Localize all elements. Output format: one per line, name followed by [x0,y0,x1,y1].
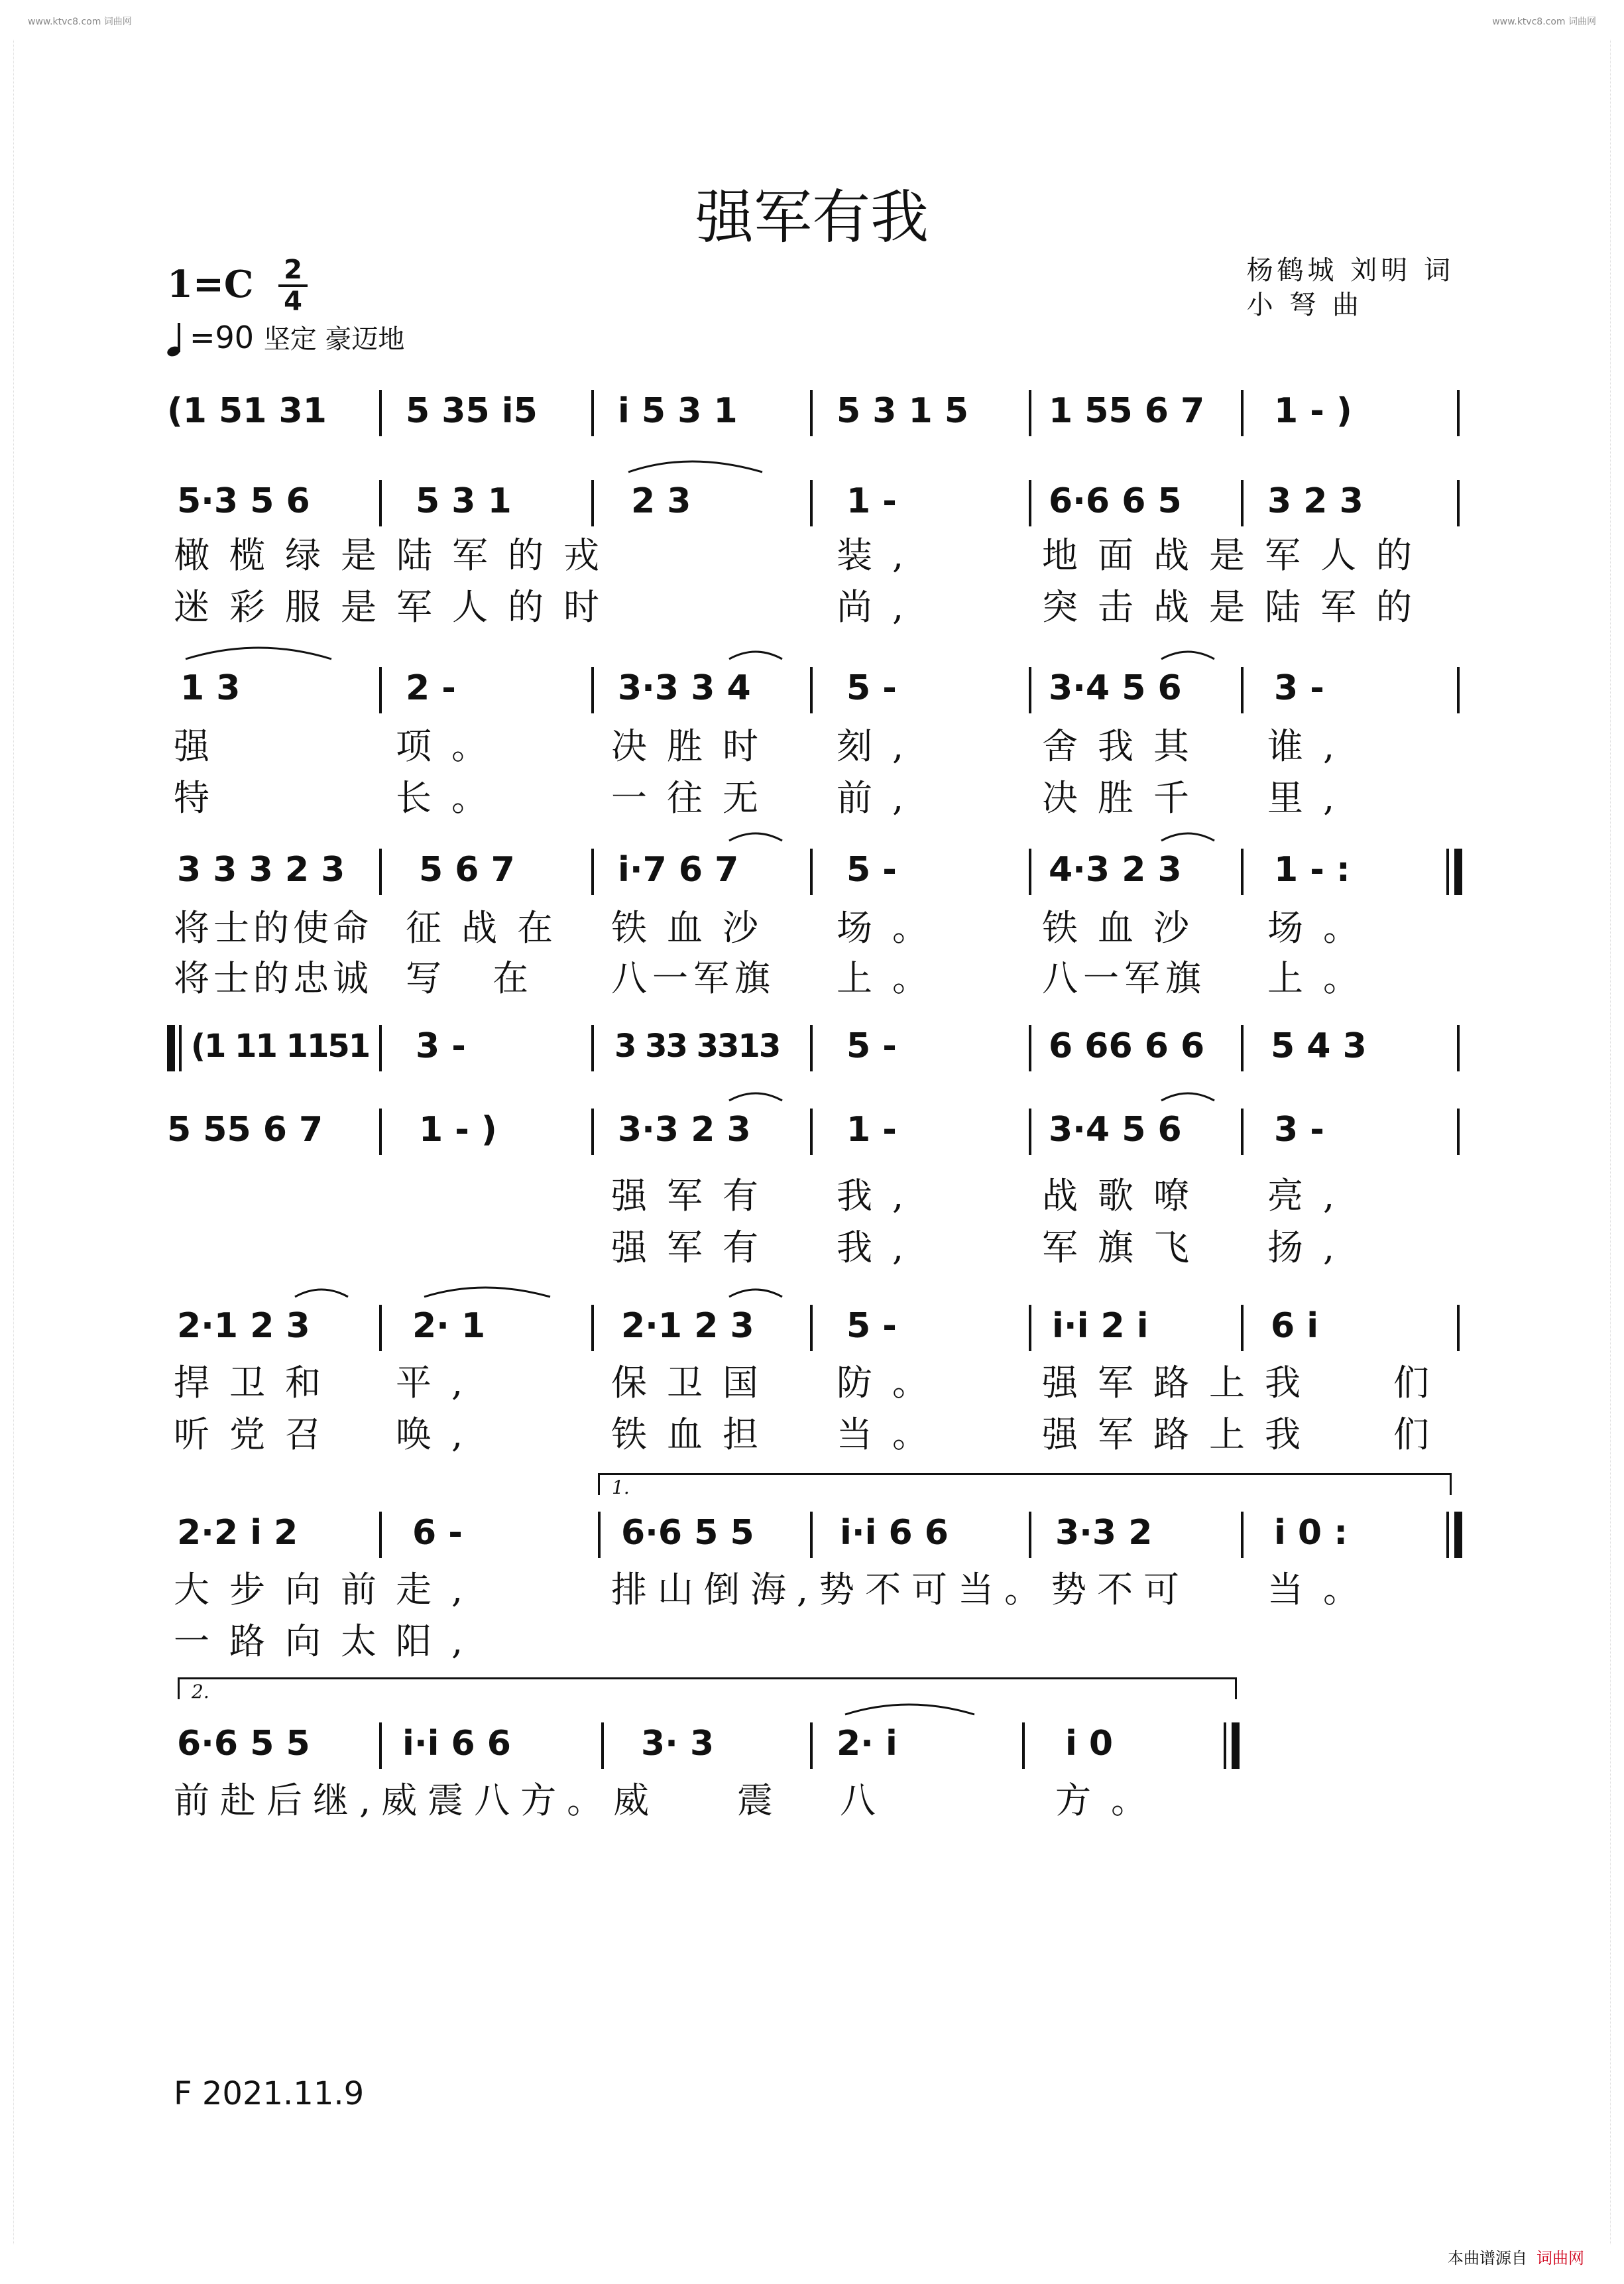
lyric: 舍我其 [1042,725,1209,767]
measure: (1 11 1151 [191,1028,370,1065]
barline [591,849,594,895]
first-ending-bracket [598,1473,1452,1498]
footer-site-label: 本曲谱源自 [1448,2249,1527,2267]
slur [1161,833,1214,841]
notation-row-1 [167,385,1460,438]
barline [601,1722,604,1769]
lyric: 决胜时 [611,725,778,767]
barline [1029,480,1031,526]
volta-label: 2. [192,1681,209,1703]
lyric: 将士的忠诚 [174,957,373,999]
lyric: 八 [840,1779,896,1821]
barline [810,1025,813,1071]
lyric: 装, [837,534,924,576]
measure: 2· i [837,1724,898,1764]
measure: 2·2 i 2 [177,1513,298,1553]
barline [1241,480,1244,526]
measure: (1 51 31 [167,391,327,431]
lyric: 保卫国 [611,1362,778,1404]
measure: 3 33 3313 [614,1028,780,1065]
barline [1029,1025,1031,1071]
measure: 5 4 3 [1271,1026,1367,1066]
barline [810,849,813,895]
lyric: 亮, [1267,1175,1355,1217]
lyric-line-1 [167,723,1460,770]
lyric: 将士的使命 [174,907,373,949]
barline [379,1722,382,1769]
slur [628,461,762,472]
measure: 6·6 6 5 [1049,481,1182,521]
measure: i 0 [1065,1724,1114,1764]
lyric-line-2 [167,774,1460,822]
lyric: 场。 [1267,907,1379,949]
measure: 6·6 5 5 [177,1724,310,1764]
lyric-line-1 [167,904,1460,952]
credits [1247,253,1454,322]
lyric: 们 [1393,1362,1449,1404]
slur [729,833,782,841]
measure: 6 i [1271,1306,1319,1346]
notation-row-2 [167,475,1460,528]
slur [1161,652,1214,659]
lyric: 前, [837,777,924,819]
measure: i·i 6 6 [840,1513,949,1553]
side-border-right [1610,40,1620,2244]
lyric: 铁血沙 [1042,907,1209,949]
measure: 1 - ) [1274,391,1352,431]
lyric: 橄榄绿是陆军的戎 [174,534,619,576]
barline [179,1025,182,1071]
measure: 1 - : [1274,850,1350,890]
barline [1457,1025,1460,1071]
measure: 5 6 7 [419,850,515,890]
lyric: 长。 [396,777,507,819]
measure: 5·3 5 6 [177,481,310,521]
barline [1029,849,1031,895]
barline [591,1109,594,1155]
lyric: 前赴后继,威震八方。威 [174,1779,660,1821]
measure: 3·4 5 6 [1049,668,1182,708]
slur [1161,1093,1214,1101]
quarter-note-icon [167,323,184,356]
lyric-line-2 [167,1224,1460,1272]
measure: 3·3 2 [1055,1513,1153,1553]
measure: 2·1 2 3 [177,1306,310,1346]
lyric: 项。 [396,725,507,767]
barline [1029,1305,1031,1351]
lyric: 强军路上我 [1042,1413,1320,1455]
measure: i·i 6 6 [402,1724,511,1764]
lyricist: 杨鹤城 刘明 词 [1246,255,1454,286]
measure: 5 3 1 [416,481,512,521]
footer-site-link[interactable]: 词曲网 [1537,2249,1584,2267]
notation-row-7 [167,1299,1460,1352]
barline [379,1512,382,1558]
barline [810,1109,813,1155]
barline [1029,667,1031,713]
measure: i·7 6 7 [618,850,739,890]
barline [810,390,813,436]
barline [1446,1512,1449,1558]
measure: 1 - [846,1110,897,1150]
song-title: 强军有我 [695,183,929,251]
lyric: 写 在 [406,957,549,999]
measure: i 5 3 1 [618,391,738,431]
barline [1241,1025,1244,1071]
lyric: 震 [737,1779,793,1821]
measure: 2·1 2 3 [621,1306,754,1346]
measure: 3 - [1274,1110,1324,1150]
measure: 1 - ) [419,1110,497,1150]
barline [1446,849,1449,895]
measure: 2 3 [631,481,691,521]
lyric: 听党召 [174,1413,341,1455]
notation-row-4 [167,843,1460,896]
lyric: 一往无 [611,777,778,819]
lyric-line-1 [167,1566,1460,1614]
lyric: 刻, [837,725,924,767]
lyric: 当。 [837,1413,948,1455]
barline [379,1025,382,1071]
key-signature: 1=C [167,263,254,306]
footer-date: F 2021.11.9 [174,2075,365,2112]
lyric: 八一军旗 [611,957,776,999]
lyric: 地面战是军人的 [1042,534,1432,576]
barline [598,1512,601,1558]
repeat-start-barline [167,1025,175,1071]
notation-row-6 [167,1103,1460,1156]
lyric-line-1 [167,1777,1460,1825]
lyric: 阳, [396,1620,483,1662]
barline [810,1722,813,1769]
barline [1241,390,1244,436]
barline [1457,390,1460,436]
lyric: 大步向前 [174,1569,396,1610]
measure: i 0 : [1274,1513,1348,1553]
lyric-line-1 [167,532,1460,579]
lyric: 扬, [1267,1227,1355,1268]
measure: 2 - [406,668,456,708]
measure: 5 35 i5 [406,391,538,431]
lyric: 特 [174,777,229,819]
barline [1241,1305,1244,1351]
tempo-marking [167,318,404,356]
slur [295,1290,348,1297]
lyric: 征战在 [406,907,573,949]
notation-row-9 [167,1717,1460,1770]
lyric: 平, [396,1362,483,1404]
measure: 5 - [846,850,897,890]
volta-label: 1. [612,1476,630,1498]
barline [1022,1722,1025,1769]
watermark-left: www.ktvc8.com 词曲网 [28,17,132,27]
measure: 1 - [846,481,897,521]
lyric: 决胜千 [1042,777,1209,819]
measure: 5 - [846,1306,897,1346]
lyric: 强军有 [611,1175,778,1217]
side-border-left [4,40,14,2244]
notation-row-5 [167,1020,1460,1073]
barline [379,390,382,436]
measure: 6 - [412,1513,463,1553]
lyric: 排山倒海,势不可当。势不可 [611,1569,1190,1610]
final-barline [1232,1722,1240,1769]
measure: 3 - [416,1026,466,1066]
measure: i·i 2 i [1052,1306,1149,1346]
barline [591,667,594,713]
barline [1457,480,1460,526]
footer-site [1448,2245,1584,2268]
lyric: 我, [837,1175,924,1217]
barline [591,390,594,436]
slur [729,652,782,659]
barline [810,480,813,526]
barline [810,1512,813,1558]
measure: 5 - [846,668,897,708]
barline [1457,667,1460,713]
slur [424,1288,550,1297]
barline [1241,1512,1244,1558]
barline [379,1305,382,1351]
measure: 4·3 2 3 [1049,850,1182,890]
lyric: 强 [174,725,229,767]
lyric: 突击战是陆军的 [1042,586,1432,628]
lyric-line-1 [167,1359,1460,1407]
lyric: 战歌嘹 [1042,1175,1209,1217]
measure: 5 55 6 7 [167,1110,323,1150]
barline [1241,1109,1244,1155]
measure: 3· 3 [641,1724,715,1764]
lyric-line-2 [167,955,1460,1002]
tempo-value: =90 [190,320,255,355]
barline [591,1305,594,1351]
lyric: 当。 [1267,1569,1379,1610]
measure: 3 2 3 [1267,481,1363,521]
lyric: 捍卫和 [174,1362,341,1404]
lyric: 上。 [1267,957,1379,999]
lyric: 里, [1267,777,1355,819]
notation-row-3 [167,662,1460,715]
barline [1224,1722,1226,1769]
barline [591,1025,594,1071]
time-signature-top: 2 [284,255,302,285]
slur [729,1093,782,1101]
lyric: 上。 [837,957,948,999]
lyric: 铁血担 [611,1413,778,1455]
barline [379,849,382,895]
barline [810,667,813,713]
barline [379,480,382,526]
lyric-line-1 [167,1172,1460,1220]
barline [1029,1512,1031,1558]
lyric: 们 [1393,1413,1449,1455]
barline [379,1109,382,1155]
slur [729,1290,782,1297]
lyric-line-2 [167,1411,1460,1459]
lyric: 一路向太 [174,1620,396,1662]
barline [1241,849,1244,895]
barline [591,480,594,526]
measure: 5 3 1 5 [837,391,969,431]
lyric: 铁血沙 [611,907,778,949]
watermark-right: www.ktvc8.com 词曲网 [1492,17,1596,27]
barline [1457,1109,1460,1155]
lyric: 唤, [396,1413,483,1455]
measure: 3·3 2 3 [618,1110,751,1150]
barline [1241,667,1244,713]
time-signature-bottom: 4 [284,286,302,317]
barline [1029,390,1031,436]
lyric: 迷彩服是军人的时 [174,586,619,628]
repeat-end-barline [1454,849,1462,895]
barline [379,667,382,713]
barline [1457,1305,1460,1351]
lyric: 强军有 [611,1227,778,1268]
lyric: 场。 [837,907,948,949]
measure: 6 66 6 6 [1049,1026,1205,1066]
notation-row-8 [167,1506,1460,1559]
slur [186,648,331,659]
measure: 1 55 6 7 [1049,391,1205,431]
slur [845,1705,974,1714]
lyric: 方。 [1055,1779,1167,1821]
measure: 1 3 [180,668,241,708]
lyric-line-2 [167,1618,1460,1665]
time-signature [278,256,308,316]
measure: 6·6 5 5 [621,1513,754,1553]
lyric: 走, [396,1569,483,1610]
lyric: 尚, [837,586,924,628]
lyric: 谁, [1267,725,1355,767]
repeat-end-barline [1454,1512,1462,1558]
lyric: 强军路上我 [1042,1362,1320,1404]
measure: 3·4 5 6 [1049,1110,1182,1150]
measure: 3 - [1274,668,1324,708]
lyric: 我, [837,1227,924,1268]
second-ending-bracket [178,1677,1237,1703]
composer: 小 弩 曲 [1246,290,1363,320]
measure: 3 3 3 2 3 [177,850,345,890]
measure: 5 - [846,1026,897,1066]
lyric-line-2 [167,583,1460,631]
lyric: 军旗飞 [1042,1227,1209,1268]
barline [1029,1109,1031,1155]
measure: 3·3 3 4 [618,668,751,708]
measure: 2· 1 [412,1306,486,1346]
expression-text: 坚定 豪迈地 [263,324,405,355]
lyric: 八一军旗 [1042,957,1206,999]
lyric: 防。 [837,1362,948,1404]
barline [810,1305,813,1351]
